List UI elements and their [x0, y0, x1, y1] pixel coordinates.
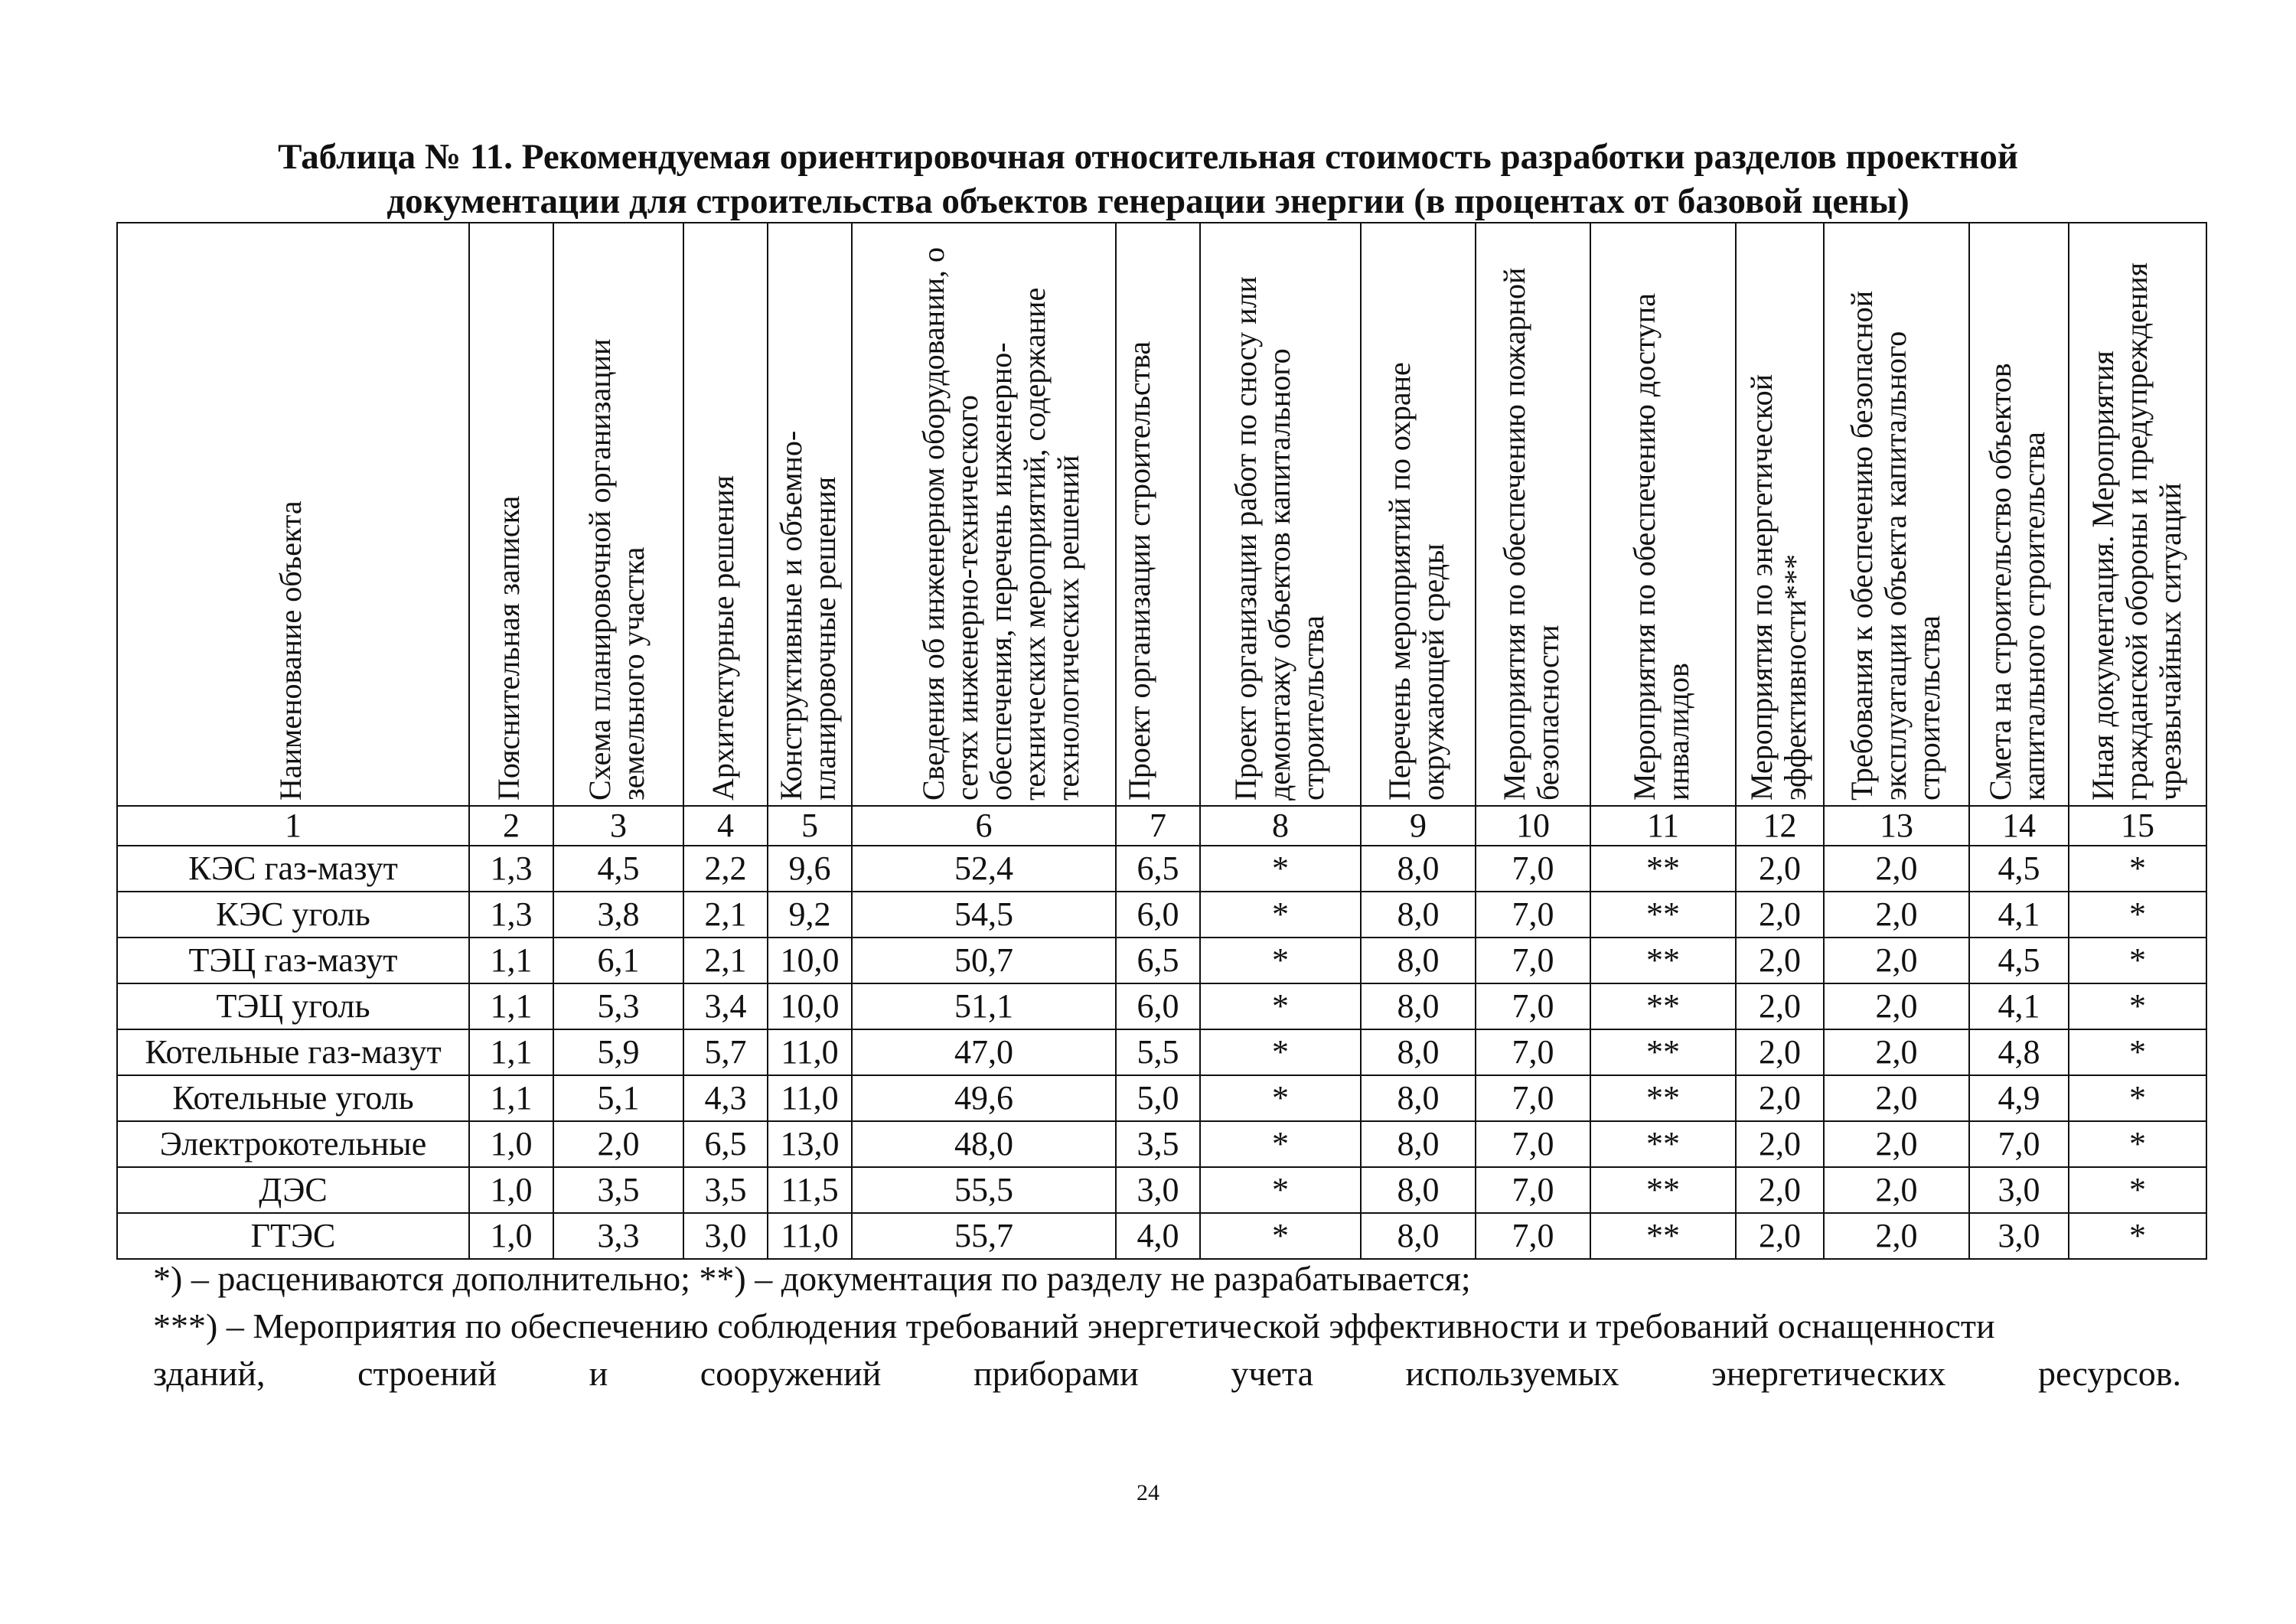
value-cell: 2,0 [1736, 1029, 1824, 1075]
value-cell: 8,0 [1361, 1121, 1476, 1167]
header-cell [1824, 223, 1969, 806]
table-row [117, 846, 2206, 892]
value-cell: * [2069, 1213, 2206, 1259]
value-cell: 4,8 [1969, 1029, 2069, 1075]
value-cell: 4,5 [553, 846, 683, 892]
value-cell: 5,3 [553, 983, 683, 1029]
value-cell: 4,5 [1969, 938, 2069, 983]
value-cell: 2,0 [1736, 983, 1824, 1029]
value-cell: 6,1 [553, 938, 683, 983]
header-label: Требования к обеспечению безопасной эксплуатации объекта капитального строительства [1844, 290, 1946, 801]
value-cell: * [1200, 1075, 1361, 1121]
value-cell: 2,0 [1736, 892, 1824, 938]
value-cell: * [1200, 846, 1361, 892]
value-cell: 7,0 [1476, 892, 1590, 938]
footnotes [153, 1255, 2181, 1397]
value-cell: 4,0 [1116, 1213, 1200, 1259]
header-row [117, 223, 2206, 806]
table-row [117, 1075, 2206, 1121]
value-cell: * [1200, 1029, 1361, 1075]
header-cell [2069, 223, 2206, 806]
value-cell: ** [1590, 1213, 1736, 1259]
table-row [117, 1213, 2206, 1259]
value-cell: 50,7 [852, 938, 1116, 983]
header-cell [1116, 223, 1200, 806]
value-cell: * [1200, 892, 1361, 938]
value-cell: ** [1590, 1075, 1736, 1121]
value-cell: ** [1590, 1029, 1736, 1075]
header-label: Проект организации работ по сносу или демонтажу объектов капитального строительства [1228, 276, 1330, 801]
header-label: Пояснительная записка [491, 495, 526, 801]
value-cell: ** [1590, 1167, 1736, 1213]
footnote-1: *) – расцениваются дополнительно; **) – документация по разделу не разрабатывается; [153, 1259, 1471, 1298]
value-cell: 7,0 [1476, 1167, 1590, 1213]
value-cell: 11,0 [768, 1075, 852, 1121]
value-cell: 6,5 [683, 1121, 768, 1167]
value-cell: 2,0 [1824, 892, 1969, 938]
value-cell: 7,0 [1476, 1029, 1590, 1075]
object-name-cell: ТЭЦ уголь [117, 983, 469, 1029]
value-cell: 8,0 [1361, 983, 1476, 1029]
value-cell: 47,0 [852, 1029, 1116, 1075]
header-cell [1200, 223, 1361, 806]
header-cell [553, 223, 683, 806]
value-cell: 7,0 [1476, 1213, 1590, 1259]
value-cell: 4,9 [1969, 1075, 2069, 1121]
value-cell: 10,0 [768, 983, 852, 1029]
column-number: 3 [553, 806, 683, 846]
value-cell: 2,0 [553, 1121, 683, 1167]
value-cell: 1,1 [469, 938, 553, 983]
value-cell: ** [1590, 938, 1736, 983]
value-cell: 8,0 [1361, 938, 1476, 983]
column-number-row [117, 806, 2206, 846]
value-cell: 2,0 [1736, 1167, 1824, 1213]
header-label: Наименование объекта [273, 501, 308, 801]
value-cell: 11,0 [768, 1213, 852, 1259]
value-cell: 1,0 [469, 1167, 553, 1213]
table-row [117, 1029, 2206, 1075]
value-cell: 55,7 [852, 1213, 1116, 1259]
value-cell: 2,0 [1736, 1213, 1824, 1259]
value-cell: 8,0 [1361, 1213, 1476, 1259]
header-cell [1476, 223, 1590, 806]
header-label: Мероприятия по обеспечению доступа инвалидов [1627, 293, 1695, 801]
value-cell: 5,1 [553, 1075, 683, 1121]
value-cell: 3,4 [683, 983, 768, 1029]
column-number: 7 [1116, 806, 1200, 846]
value-cell: 9,6 [768, 846, 852, 892]
header-cell [117, 223, 469, 806]
header-cell [469, 223, 553, 806]
column-number: 2 [469, 806, 553, 846]
column-number: 13 [1824, 806, 1969, 846]
value-cell: 7,0 [1476, 983, 1590, 1029]
column-number: 9 [1361, 806, 1476, 846]
value-cell: ** [1590, 983, 1736, 1029]
value-cell: 5,7 [683, 1029, 768, 1075]
table-title-line-2: документации для строительства объектов генерации энергии (в процентах от базовой цены) [386, 181, 1910, 221]
value-cell: 52,4 [852, 846, 1116, 892]
column-number: 8 [1200, 806, 1361, 846]
header-label: Конструктивные и объемно-планировочные решения [774, 430, 842, 801]
value-cell: 7,0 [1969, 1121, 2069, 1167]
value-cell: 1,0 [469, 1121, 553, 1167]
value-cell: 13,0 [768, 1121, 852, 1167]
value-cell: 49,6 [852, 1075, 1116, 1121]
value-cell: 2,0 [1736, 1075, 1824, 1121]
value-cell: 2,0 [1824, 983, 1969, 1029]
header-cell [1736, 223, 1824, 806]
value-cell: 7,0 [1476, 1121, 1590, 1167]
table-title-line-1: Таблица № 11. Рекомендуемая ориентировочная относительная стоимость разработки разделов проектной [278, 137, 2018, 177]
value-cell: 1,1 [469, 1075, 553, 1121]
value-cell: * [1200, 1167, 1361, 1213]
value-cell: 2,0 [1824, 846, 1969, 892]
value-cell: 6,0 [1116, 983, 1200, 1029]
header-cell [768, 223, 852, 806]
value-cell: 3,5 [1116, 1121, 1200, 1167]
value-cell: 4,5 [1969, 846, 2069, 892]
header-cell [1969, 223, 2069, 806]
value-cell: * [2069, 983, 2206, 1029]
value-cell: * [2069, 1029, 2206, 1075]
value-cell: 11,0 [768, 1029, 852, 1075]
value-cell: 1,3 [469, 892, 553, 938]
object-name-cell: ДЭС [117, 1167, 469, 1213]
object-name-cell: КЭС газ-мазут [117, 846, 469, 892]
table-title [115, 135, 2181, 223]
header-label: Проект организации строительства [1122, 341, 1156, 801]
value-cell: 9,2 [768, 892, 852, 938]
value-cell: 2,0 [1736, 938, 1824, 983]
value-cell: * [1200, 1121, 1361, 1167]
object-name-cell: ТЭЦ газ-мазут [117, 938, 469, 983]
value-cell: 48,0 [852, 1121, 1116, 1167]
header-cell [1361, 223, 1476, 806]
value-cell: * [2069, 1075, 2206, 1121]
value-cell: 8,0 [1361, 846, 1476, 892]
object-name-cell: Котельные уголь [117, 1075, 469, 1121]
value-cell: 5,0 [1116, 1075, 1200, 1121]
table-row [117, 1121, 2206, 1167]
value-cell: 1,1 [469, 1029, 553, 1075]
value-cell: * [2069, 846, 2206, 892]
object-name-cell: Электрокотельные [117, 1121, 469, 1167]
value-cell: 2,1 [683, 938, 768, 983]
value-cell: ** [1590, 1121, 1736, 1167]
value-cell: 10,0 [768, 938, 852, 983]
value-cell: 2,0 [1824, 1029, 1969, 1075]
value-cell: 8,0 [1361, 892, 1476, 938]
value-cell: 7,0 [1476, 846, 1590, 892]
column-number: 6 [852, 806, 1116, 846]
column-number: 5 [768, 806, 852, 846]
value-cell: * [1200, 1213, 1361, 1259]
footnote-3: зданий, строений и сооружений приборами учета используемых энергетических ресурсов. [153, 1354, 2181, 1393]
value-cell: 1,3 [469, 846, 553, 892]
value-cell: 7,0 [1476, 938, 1590, 983]
value-cell: 3,0 [683, 1213, 768, 1259]
table-row [117, 1167, 2206, 1213]
value-cell: 3,5 [683, 1167, 768, 1213]
value-cell: 3,3 [553, 1213, 683, 1259]
value-cell: * [2069, 1167, 2206, 1213]
column-number: 14 [1969, 806, 2069, 846]
value-cell: 5,9 [553, 1029, 683, 1075]
value-cell: 6,5 [1116, 846, 1200, 892]
header-label: Иная документация. Мероприятия гражданской обороны и предупреждения чрезвычайных ситуаций [2086, 262, 2187, 801]
value-cell: 1,1 [469, 983, 553, 1029]
value-cell: * [2069, 938, 2206, 983]
value-cell: 3,0 [1969, 1167, 2069, 1213]
value-cell: 2,2 [683, 846, 768, 892]
footnote-2: ***) – Мероприятия по обеспечению соблюдения требований энергетической эффективности и требований оснащенности [153, 1306, 1995, 1345]
value-cell: 2,0 [1824, 1121, 1969, 1167]
value-cell: 3,0 [1116, 1167, 1200, 1213]
value-cell: 5,5 [1116, 1029, 1200, 1075]
value-cell: 1,0 [469, 1213, 553, 1259]
value-cell: 8,0 [1361, 1167, 1476, 1213]
value-cell: 6,5 [1116, 938, 1200, 983]
value-cell: 4,1 [1969, 892, 2069, 938]
column-number: 1 [117, 806, 469, 846]
value-cell: 54,5 [852, 892, 1116, 938]
value-cell: 3,8 [553, 892, 683, 938]
value-cell: 2,0 [1824, 1167, 1969, 1213]
column-number: 4 [683, 806, 768, 846]
value-cell: ** [1590, 846, 1736, 892]
header-cell [852, 223, 1116, 806]
value-cell: 2,0 [1736, 846, 1824, 892]
value-cell: 6,0 [1116, 892, 1200, 938]
header-label: Схема планировочной организации земельного участка [582, 338, 651, 801]
value-cell: 8,0 [1361, 1029, 1476, 1075]
column-number: 12 [1736, 806, 1824, 846]
value-cell: 51,1 [852, 983, 1116, 1029]
value-cell: 2,0 [1824, 938, 1969, 983]
object-name-cell: КЭС уголь [117, 892, 469, 938]
value-cell: 2,0 [1736, 1121, 1824, 1167]
value-cell: 11,5 [768, 1167, 852, 1213]
column-number: 10 [1476, 806, 1590, 846]
value-cell: * [1200, 938, 1361, 983]
value-cell: * [2069, 892, 2206, 938]
header-label: Архитектурные решения [706, 475, 740, 801]
header-label: Перечень мероприятий по охране окружающей среды [1382, 362, 1450, 801]
value-cell: * [2069, 1121, 2206, 1167]
table-row [117, 983, 2206, 1029]
header-cell [1590, 223, 1736, 806]
value-cell: * [1200, 983, 1361, 1029]
table-row [117, 938, 2206, 983]
cost-table [116, 222, 2207, 1260]
value-cell: ** [1590, 892, 1736, 938]
value-cell: 2,1 [683, 892, 768, 938]
value-cell: 2,0 [1824, 1075, 1969, 1121]
value-cell: 3,5 [553, 1167, 683, 1213]
object-name-cell: ГТЭС [117, 1213, 469, 1259]
value-cell: 8,0 [1361, 1075, 1476, 1121]
header-label: Сведения об инженерном оборудовании, о сетях инженерно-технического обеспечения, перечень инженерно-технических мероприятий, содержание технологических решений [915, 246, 1085, 801]
column-number: 11 [1590, 806, 1736, 846]
header-cell [683, 223, 768, 806]
page-number: 24 [1137, 1480, 1159, 1505]
value-cell: 55,5 [852, 1167, 1116, 1213]
value-cell: 4,3 [683, 1075, 768, 1121]
value-cell: 4,1 [1969, 983, 2069, 1029]
value-cell: 7,0 [1476, 1075, 1590, 1121]
header-label: Мероприятия по энергетической эффективности*** [1743, 374, 1812, 801]
value-cell: 3,0 [1969, 1213, 2069, 1259]
value-cell: 2,0 [1824, 1213, 1969, 1259]
header-label: Мероприятия по обеспечению пожарной безопасности [1497, 267, 1565, 801]
column-number: 15 [2069, 806, 2206, 846]
object-name-cell: Котельные газ-мазут [117, 1029, 469, 1075]
header-label: Смета на строительство объектов капитального строительства [1983, 363, 2051, 801]
table-row [117, 892, 2206, 938]
